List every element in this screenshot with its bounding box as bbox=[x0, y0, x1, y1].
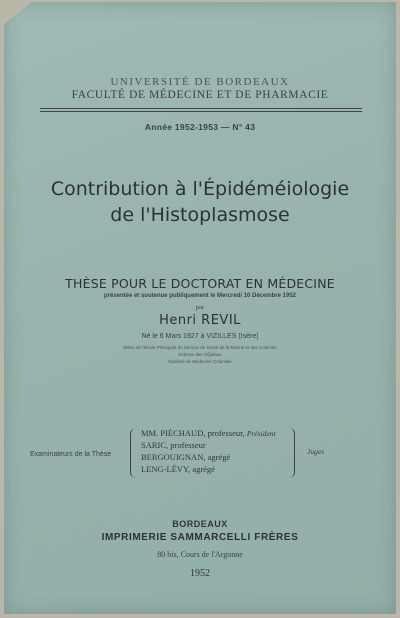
author-credential: Externe des Hôpitaux bbox=[178, 352, 222, 357]
year-and-number: Année 1952-1953 — N° 43 bbox=[144, 122, 256, 132]
defense-date: présentée et soutenue publiquement le Mercredi 10 Décembre 1952 bbox=[103, 293, 297, 299]
jury-member bbox=[141, 464, 301, 474]
author-credential: Diplômé de Médecine Coloniale bbox=[168, 359, 232, 364]
jury-member-name: LENG-LÉVY, agrégé bbox=[141, 464, 215, 474]
jury-left-brace bbox=[130, 428, 139, 478]
jury-right-brace bbox=[286, 428, 295, 478]
jury-member bbox=[141, 440, 301, 450]
printer-name: IMPRIMERIE SAMMARCELLI FRÈRES bbox=[101, 532, 299, 543]
printer-address: 80 bis, Cours de l'Argonne bbox=[157, 550, 243, 559]
thesis-title-line-2: de l'Histoplasmose bbox=[110, 204, 290, 226]
author-name: Henri REVIL bbox=[159, 313, 241, 328]
judges-label: Juges bbox=[307, 447, 325, 456]
jury-member-name: BERGOUIGNAN, agrégé bbox=[141, 452, 231, 462]
jury-member-role: Président bbox=[246, 429, 276, 438]
faculty-name: FACULTÉ DE MÉDECINE ET DE PHARMACIE bbox=[71, 89, 329, 101]
jury-member-name: MM. PIÉCHAUD, professeur, bbox=[141, 428, 245, 438]
header-divider-double bbox=[40, 111, 362, 112]
author-credential: Élève de l'École Principale du Service de Santé de la Marine et des Colonies bbox=[123, 345, 277, 350]
university-name: UNIVERSITÉ DE BORDEAUX bbox=[110, 76, 290, 88]
jury-member bbox=[141, 452, 301, 462]
jury-label: Examinateurs de la Thèse bbox=[30, 451, 112, 458]
thesis-heading: THÈSE POUR LE DOCTORAT EN MÉDECINE bbox=[65, 276, 335, 291]
publication-year: 1952 bbox=[190, 568, 210, 579]
imprint-city: BORDEAUX bbox=[172, 519, 228, 529]
by-label: par bbox=[195, 304, 205, 311]
header-divider bbox=[40, 108, 362, 109]
jury-member bbox=[141, 428, 301, 438]
author-birth: Né le 6 Mars 1927 à VIZILLES (Isère) bbox=[141, 333, 259, 340]
thesis-title-line-1: Contribution à l'Épidéméiologie bbox=[50, 178, 350, 200]
jury-member-name: SARIC, professeur bbox=[141, 440, 206, 450]
